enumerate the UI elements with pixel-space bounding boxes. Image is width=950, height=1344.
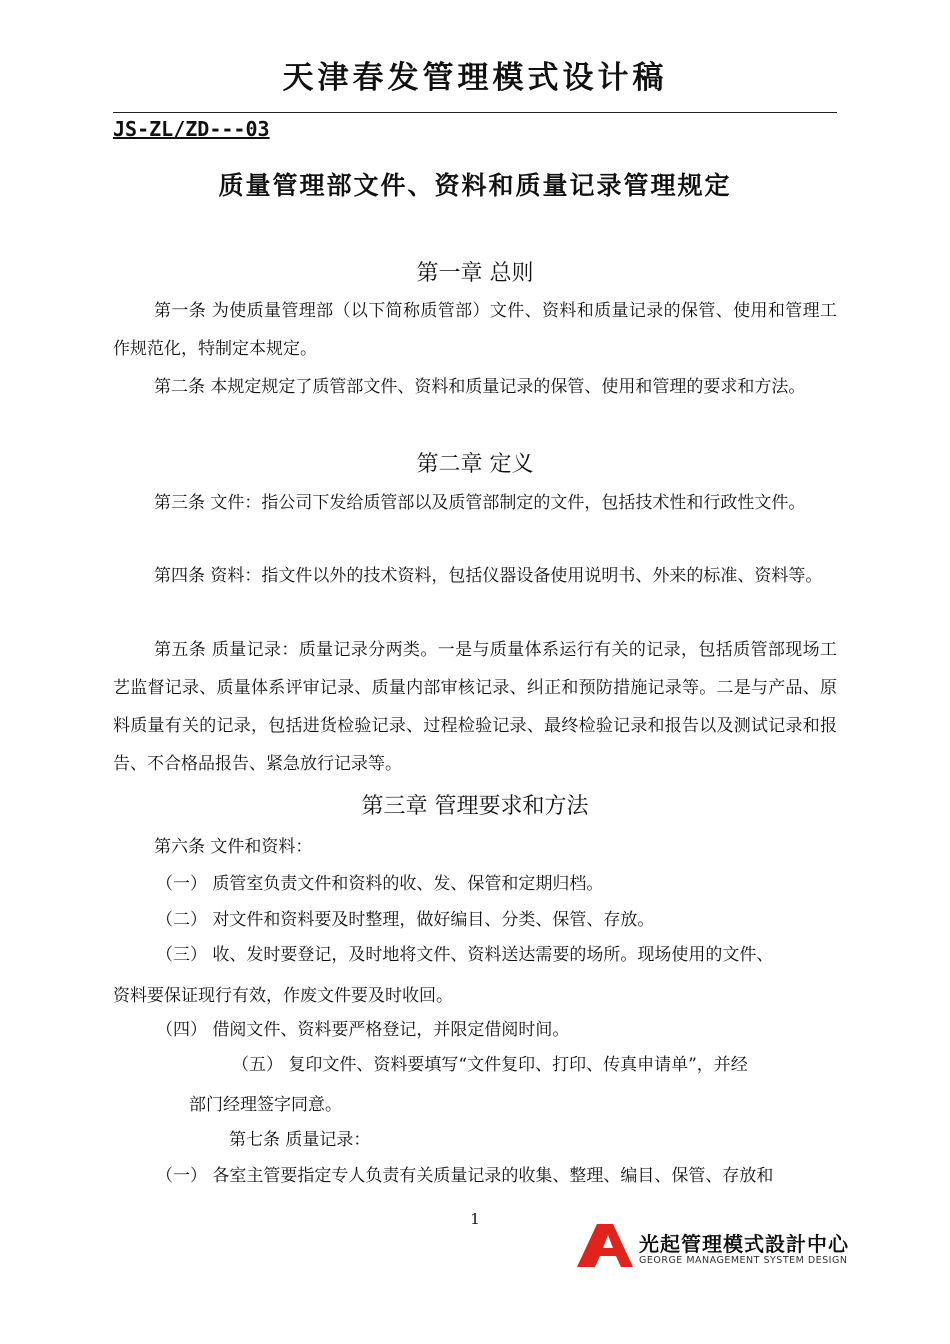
logo-english-name: GEORGE MANAGEMENT SYSTEM DESIGN — [639, 1255, 848, 1266]
article-3: 第三条 文件：指公司下发给质管部以及质管部制定的文件，包括技术性和行政性文件。 — [154, 493, 806, 513]
article-5: 第五条 质量记录：质量记录分两类。一是与质量体系运行有关的记录，包括质管部现场工艺监督记录、质量体系评审记录、质量内部审核记录、纠正和预防措施记录等。二是与产品、原料质量有关的记录，包括进货检验记录、过程检验记录、最终检验记录和报告以及测试记录和报告、不合格品报告、紧急放行记录等。 — [113, 640, 837, 774]
document-title: 质量管理部文件、资料和质量记录管理规定 — [218, 171, 732, 200]
chapter-3-heading: 第三章 管理要求和方法 — [361, 794, 589, 819]
article-6-item-2: （二） 对文件和资料要及时整理，做好编目、分类、保管、存放。 — [156, 910, 655, 930]
article-4: 第四条 资料：指文件以外的技术资料，包括仪器设备使用说明书、外来的标准、资料等。 — [154, 566, 823, 586]
document-code: JS-ZL/ZD---03 — [113, 117, 270, 141]
article-6: 第六条 文件和资料： — [154, 837, 313, 857]
logo-a-mark-icon — [575, 1222, 635, 1268]
article-6-item-5-cont: 部门经理签字同意。 — [189, 1095, 342, 1115]
chapter-1-heading: 第一章 总则 — [416, 261, 534, 286]
article-1: 第一条 为使质量管理部（以下简称质管部）文件、资料和质量记录的保管、使用和管理工作规范化，特制定本规定。 — [113, 301, 837, 359]
chapter-2-heading: 第二章 定义 — [416, 452, 534, 477]
article-7-item-1: （一） 各室主管要指定专人负责有关质量记录的收集、整理、编目、保管、存放和 — [156, 1166, 774, 1186]
article-6-item-5: （五） 复印文件、资料要填写“文件复印、打印、传真申请单”，并经 — [232, 1055, 748, 1075]
article-6-item-3: （三） 收、发时要登记，及时地将文件、资料送达需要的场所。现场使用的文件、 — [156, 945, 774, 965]
document-header-title: 天津春发管理模式设计稿 — [282, 60, 668, 96]
header-divider — [113, 112, 837, 113]
page-number: 1 — [470, 1210, 480, 1228]
article-7: 第七条 质量记录： — [229, 1130, 371, 1150]
article-6-item-4: （四） 借阅文件、资料要严格登记，并限定借阅时间。 — [156, 1020, 570, 1040]
article-2: 第二条 本规定规定了质管部文件、资料和质量记录的保管、使用和管理的要求和方法。 — [154, 377, 806, 397]
article-6-item-3-cont: 资料要保证现行有效，作废文件要及时收回。 — [113, 986, 453, 1006]
company-logo — [575, 1222, 849, 1270]
logo-chinese-name: 光起管理模式設計中心 — [639, 1232, 849, 1256]
article-6-item-1: （一） 质管室负责文件和资料的收、发、保管和定期归档。 — [156, 874, 604, 894]
